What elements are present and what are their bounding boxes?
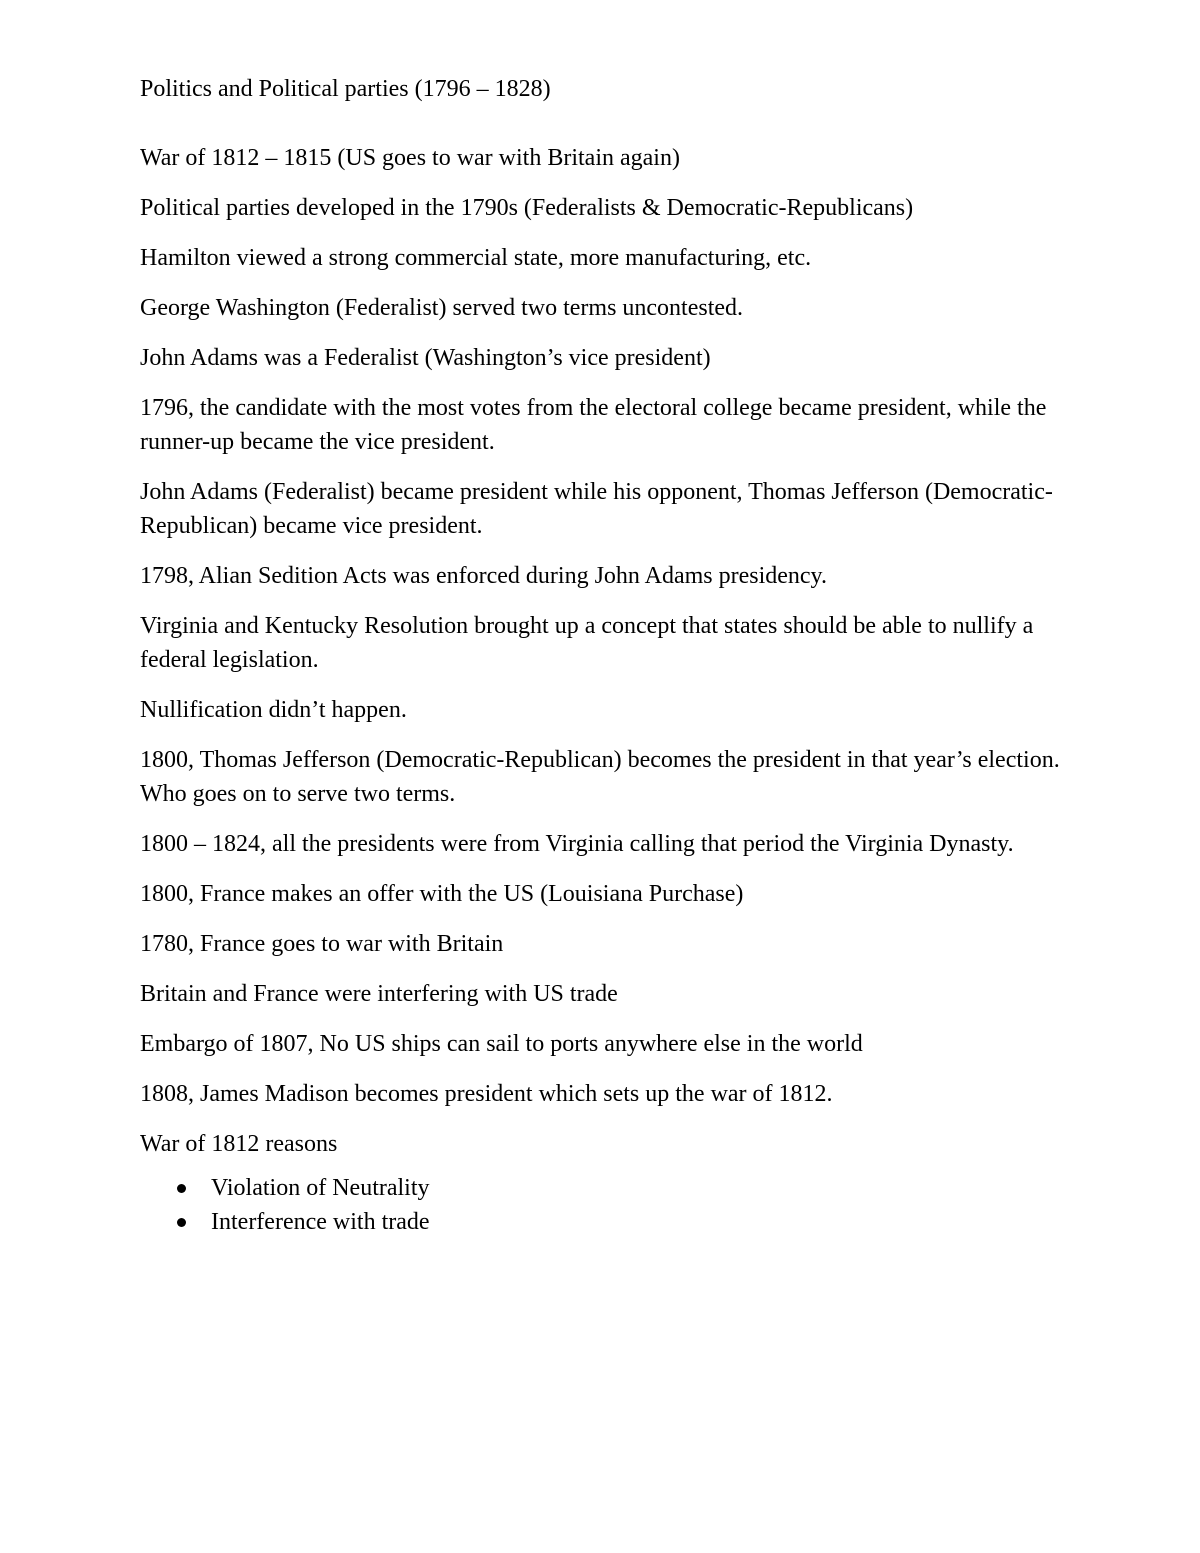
paragraph: 1800, France makes an offer with the US (Louisiana Purchase): [140, 881, 744, 907]
document-title: Politics and Political parties (1796 – 1828): [140, 76, 551, 102]
paragraph: 1800 – 1824, all the presidents were from Virginia calling that period the Virginia Dynasty.: [140, 831, 1014, 857]
paragraph: Virginia and Kentucky Resolution brought up a concept that states should be able to nullify a federal legislation.: [140, 613, 1034, 673]
paragraph: George Washington (Federalist) served two terms uncontested.: [140, 295, 744, 321]
paragraph: Britain and France were interfering with US trade: [140, 981, 618, 1007]
paragraph: John Adams was a Federalist (Washington’s vice president): [140, 345, 711, 371]
bullet-list: [140, 1171, 1060, 1239]
document-body: [140, 141, 1060, 1239]
paragraph: 1796, the candidate with the most votes from the electoral college became president, while the runner-up became the vice president.: [140, 395, 1047, 455]
paragraph: John Adams (Federalist) became president while his opponent, Thomas Jefferson (Democratic-Republican) became vice president.: [140, 479, 1053, 539]
paragraph: 1780, France goes to war with Britain: [140, 931, 504, 957]
paragraph: 1808, James Madison becomes president which sets up the war of 1812.: [140, 1081, 833, 1107]
paragraph: Political parties developed in the 1790s (Federalists & Democratic-Republicans): [140, 195, 914, 221]
paragraph: War of 1812 reasons: [140, 1131, 338, 1157]
bullet-icon: [177, 1218, 186, 1227]
bullet-list-item: [140, 1171, 1060, 1205]
bullet-icon: [177, 1184, 186, 1193]
bullet-text: Violation of Neutrality: [211, 1175, 430, 1201]
paragraph: 1798, Alian Sedition Acts was enforced during John Adams presidency.: [140, 563, 827, 589]
paragraph: Hamilton viewed a strong commercial state, more manufacturing, etc.: [140, 245, 812, 271]
paragraph: Nullification didn’t happen.: [140, 697, 407, 723]
bullet-text: Interference with trade: [211, 1209, 430, 1235]
paragraph: War of 1812 – 1815 (US goes to war with Britain again): [140, 145, 680, 171]
bullet-list-item: [140, 1205, 1060, 1239]
paragraph: 1800, Thomas Jefferson (Democratic-Republican) becomes the president in that year’s election. Who goes on to serve two terms.: [140, 747, 1060, 807]
paragraph: Embargo of 1807, No US ships can sail to ports anywhere else in the world: [140, 1031, 863, 1057]
